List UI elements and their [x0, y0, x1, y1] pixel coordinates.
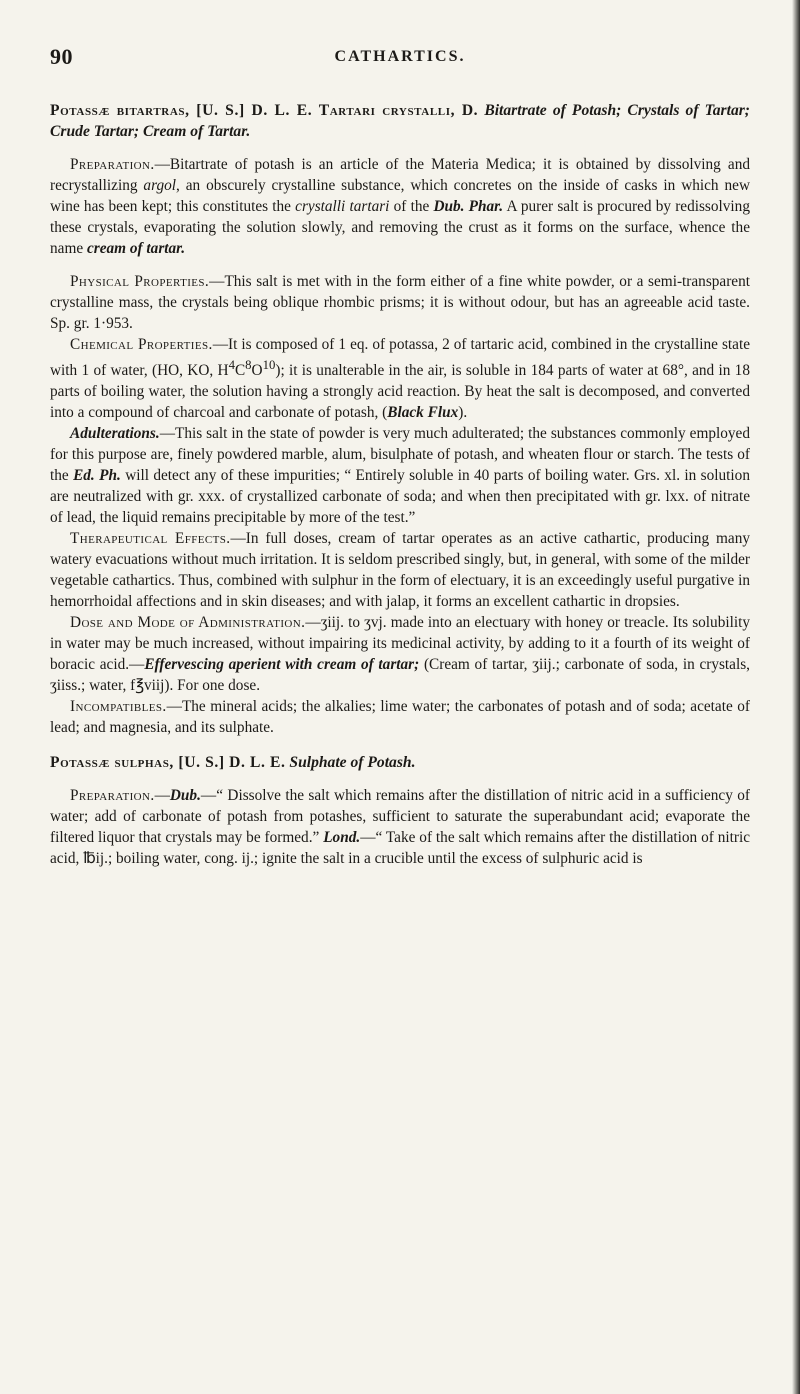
- para-text: ).: [458, 404, 468, 422]
- para-text: —It is composed of 1 eq. of potassa, 2 of tartaric acid, combined in the crystalline state with 1 of water, (HO, KO, H: [50, 336, 750, 380]
- section-title: CATHARTICS.: [334, 48, 466, 65]
- para-italic: Black Flux: [387, 404, 459, 422]
- para-text: —: [154, 787, 170, 805]
- para-text: —“ Take of the salt which remains after the distillation of nitric acid, ℔ij.; boiling water, cong. ij.; ignite the salt in a crucible until the excess of sulphuric acid is: [50, 829, 750, 868]
- drug-name: Potassæ sulphas, [U. S.] D. L. E.: [50, 754, 286, 772]
- entry-heading-sulphate: [50, 752, 750, 773]
- para-text: —In full doses, cream of tartar operates as an active cathartic, producing many watery evacuations without much irritation. It is seldom prescribed singly, but, in general, with some of the milder vegetable cathartics. Thus, combined with sulphur in the form of electuary, it is an exceedingly useful purgative in hemorrhoidal affections and in skin diseases; and with jalap, it forms an excellent cathartic in dropsies.: [50, 530, 750, 611]
- para-text: —This salt is met with in the form either of a fine white powder, or a semi-transparent crystalline mass, the crystals being oblique rhombic prisms; it is without odour, but has an agreeable acid taste. Sp. gr. 1·953.: [50, 273, 750, 332]
- book-page: [50, 44, 750, 869]
- para-italic: Lond.: [323, 829, 361, 847]
- para-label: Adulterations.: [70, 425, 160, 443]
- para-label: Therapeutical Effects.: [70, 530, 231, 548]
- paragraph-preparation: [50, 154, 750, 259]
- para-label: Physical Properties.: [70, 273, 210, 290]
- para-italic: Effervescing aperient with cream of tartar;: [144, 656, 420, 674]
- paragraph-physical-properties: [50, 271, 750, 334]
- para-italic: Dub.: [169, 787, 201, 805]
- paragraph-incompatibles: [50, 696, 750, 738]
- superscript: 10: [262, 358, 276, 372]
- page-number: 90: [50, 44, 73, 69]
- para-italic: Dub. Phar.: [433, 198, 504, 215]
- para-text: will detect any of these impurities; “ Entirely soluble in 40 parts of boiling water. Grs. xl. in solution are neutralized with gr. xxx. of crystallized carbonate of soda; and when then precipitated with gr. lxx. of nitrate of lead, the liquid remains precipitable by more of the test.”: [50, 467, 750, 527]
- superscript: 8: [245, 358, 252, 372]
- para-label: Preparation.: [70, 156, 155, 173]
- para-label: Dose and Mode of Administration.: [70, 614, 306, 632]
- drug-synonyms: Bitartrate of Potash; Crystals of Tartar; Crude Tartar; Cream of Tartar.: [50, 102, 751, 140]
- para-label: Chemical Properties.: [70, 336, 213, 353]
- para-text: , an obscurely crystalline substance, which concretes on the inside of casks in which new wine has been kept; this constitutes the: [50, 177, 750, 215]
- paragraph-adulterations: [50, 423, 750, 528]
- entry-heading-bitartrate: [50, 100, 750, 142]
- page-edge-shadow: [792, 0, 800, 1394]
- para-text: O: [251, 362, 263, 380]
- drug-synonyms: Sulphate of Potash.: [289, 754, 416, 772]
- paragraph-therapeutical-effects: [50, 528, 750, 612]
- para-italic: Ed. Ph.: [73, 467, 121, 485]
- para-text: —The mineral acids; the alkalies; lime water; the carbonates of potash and of soda; acetate of lead; and magnesia, and its sulphate.: [50, 698, 750, 737]
- para-text: —This salt in the state of powder is very much adulterated; the substances commonly employed for this purpose are, finely powdered marble, alum, bisulphate of potash, and wheaten flour or starch. The tests of the: [50, 425, 750, 485]
- para-text: —ʒiij. to ʒvj. made into an electuary with honey or treacle. Its solubility in water may be much increased, without impairing its medicinal activity, by adding to it a fourth of its weight of boracic acid.—: [50, 614, 750, 674]
- paragraph-preparation-sulphate: [50, 785, 750, 869]
- paragraph-dose: [50, 612, 750, 696]
- superscript: 4: [228, 358, 235, 372]
- para-italic: argol: [143, 177, 177, 194]
- para-text: of the: [389, 198, 434, 215]
- running-head: [50, 44, 750, 74]
- para-text: —Bitartrate of potash is an article of the Materia Medica; it is obtained by dissolving and recrystallizing: [50, 156, 750, 194]
- paragraph-chemical-properties: [50, 334, 750, 423]
- para-text: A purer salt is procured by redissolving these crystals, evaporating the solution slowly, and removing the crust as it forms on the surface, whence the name: [50, 198, 750, 257]
- para-text: (Cream of tartar, ʒiij.; carbonate of soda, in crystals, ʒiiss.; water, f℥viij). For one dose.: [50, 656, 750, 695]
- para-italic: cream of tartar.: [86, 240, 186, 257]
- drug-name: Potassæ bitartras, [U. S.] D. L. E. Tartari crystalli, D.: [50, 102, 479, 119]
- para-text: C: [234, 362, 246, 380]
- para-text: ); it is unalterable in the air, is soluble in 184 parts of water at 68°, and in 18 parts of boiling water, the solution having a strongly acid reaction. By heat the salt is decomposed, and converted into a compound of charcoal and carbonate of potash, (: [50, 362, 750, 422]
- para-text: —“ Dissolve the salt which remains after the distillation of nitric acid in a sufficiency of water; add of carbonate of potash from potashes, sufficient to saturate the superabundant acid; evaporate the filtered liquor that crystals may be formed.”: [50, 787, 750, 847]
- para-italic: crystalli tartari: [295, 198, 390, 215]
- para-label: Preparation.: [70, 787, 155, 805]
- para-label: Incompatibles.: [70, 698, 167, 716]
